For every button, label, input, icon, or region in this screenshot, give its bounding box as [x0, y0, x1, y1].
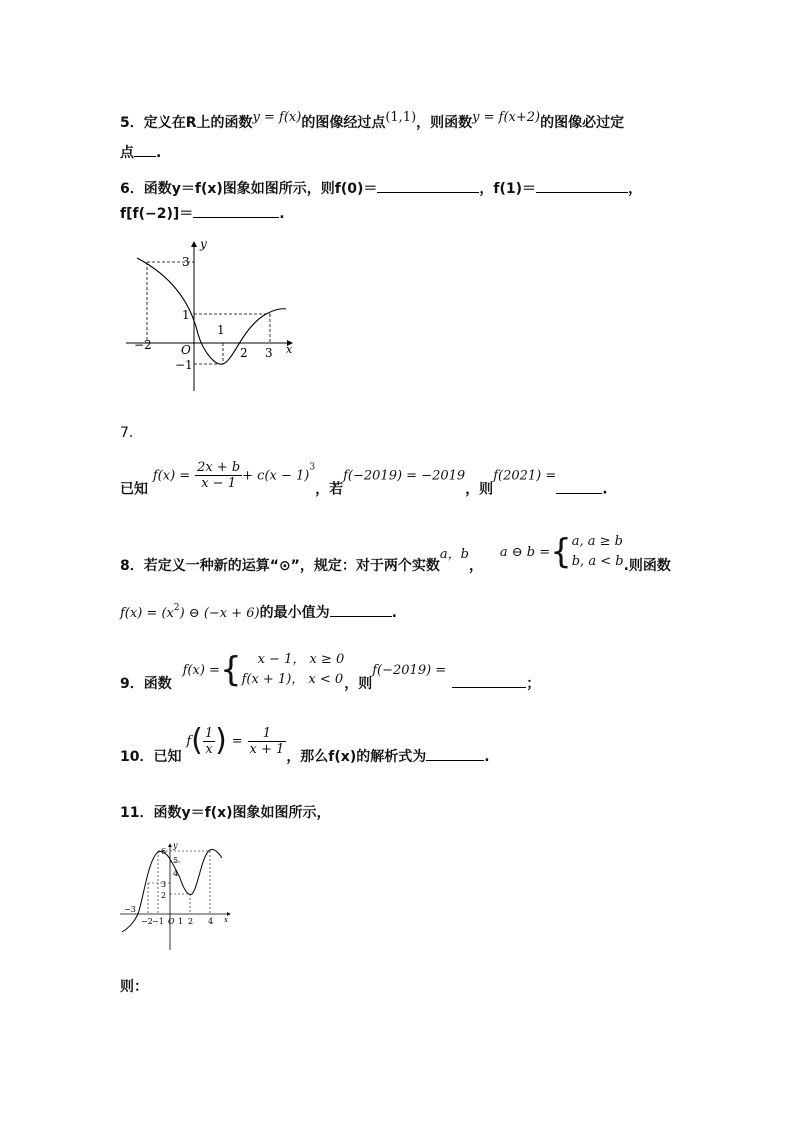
q7-frac-den: x − 1 — [201, 476, 236, 491]
question-7-number — [120, 422, 143, 442]
q7-number: 7． — [120, 425, 143, 441]
q11-label-2: 2 — [161, 891, 167, 900]
q5-text-1: 5．定义在R上的函数 — [120, 115, 253, 131]
q6-graph — [120, 236, 305, 396]
q7-fraction — [195, 460, 242, 491]
q7-text-1: 已知 — [120, 481, 148, 498]
q8-func2: ) ⊖ (−x + 6) — [179, 606, 260, 621]
q6-curve — [137, 258, 286, 364]
q9-cases — [242, 650, 345, 690]
q10-inner-frac — [203, 726, 215, 757]
q11-label-neg1: −1 — [152, 917, 164, 926]
q9-text-2: ，则 — [344, 676, 373, 692]
q7-blank[interactable] — [556, 481, 602, 494]
q8-text-3: .则函数 — [623, 558, 671, 574]
q8-case1: a, a ≥ b — [571, 534, 623, 549]
q10-inner-den: x — [205, 741, 213, 757]
q8-exp: 2 — [173, 603, 180, 613]
q9-blank[interactable] — [452, 675, 526, 688]
q8-text-4: 的最小值为 — [259, 605, 330, 621]
q10-blank[interactable] — [426, 748, 484, 761]
q11-label-x: x — [224, 916, 228, 924]
q11-label-o: O — [168, 917, 175, 926]
q10-eq: = — [231, 734, 243, 749]
q8-func: f(x) = (x — [120, 606, 174, 621]
q10-text-2: ，那么f(x)的解析式为 — [286, 749, 427, 765]
q7-tail: + c(x − 1) — [242, 468, 310, 484]
q5-math-2: (1,1) — [385, 110, 417, 125]
q6-label-neg2: −2 — [134, 338, 152, 352]
q6-text-1: 6．函数y＝f(x)图象如图所示，则f(0)＝ — [120, 181, 378, 197]
q10-rparen: ) — [215, 723, 227, 758]
question-8-line2 — [120, 602, 397, 622]
q6-blank-ff[interactable] — [193, 205, 279, 218]
q11-text-2: 则： — [120, 979, 148, 995]
q6-blank-f0[interactable] — [377, 180, 479, 193]
q6-blank-f1[interactable] — [536, 180, 628, 193]
q10-text-3: . — [484, 749, 490, 765]
q6-label-3: 3 — [182, 255, 190, 269]
q8-cases — [572, 532, 624, 572]
q6-text-4: f[f(−2)]＝ — [120, 206, 194, 222]
q11-label-4x: 4 — [208, 917, 214, 926]
q5-math-1: y = f(x) — [252, 110, 302, 125]
q10-rhs-frac — [248, 726, 287, 757]
question-5-line2 — [120, 142, 161, 162]
q8-text-1: 8．若定义一种新的运算“⊙”，规定：对于两个实数 — [120, 558, 440, 574]
q11-label-5: 5 — [173, 856, 179, 865]
q11-label-2x: 2 — [188, 917, 194, 926]
q11-label-neg3: −3 — [124, 905, 136, 914]
question-9 — [120, 650, 540, 693]
q10-lparen: ( — [191, 723, 203, 758]
q11-label-3: 3 — [161, 880, 167, 889]
q9-case2: f(x + 1)， x < 0 — [241, 672, 344, 687]
q10-rhs-den: x + 1 — [249, 741, 285, 757]
q6-label-neg1: −1 — [175, 358, 193, 372]
q9-brace: { — [219, 650, 242, 690]
q6-label-1b: 1 — [217, 323, 225, 337]
q6-text-3: ， — [628, 181, 643, 197]
q7-text-4: . — [602, 481, 608, 498]
q8-text-2: ， — [468, 558, 483, 574]
q6-label-o: O — [181, 343, 191, 357]
q6-label-3b: 3 — [265, 346, 273, 360]
q7-ask: f(2021) = — [493, 468, 557, 484]
q5-text-2: 的图像经过点 — [301, 115, 386, 131]
q8-brace: { — [550, 532, 572, 572]
q11-graph — [118, 840, 238, 955]
question-6-line2 — [120, 203, 285, 223]
q5-text-6: . — [156, 145, 162, 161]
question-6 — [120, 178, 642, 198]
q11-label-y: y — [173, 841, 178, 850]
question-10 — [120, 724, 490, 774]
q9-ask: f(−2019) = — [372, 663, 447, 678]
q6-label-y: y — [200, 237, 207, 251]
q5-text-3: ，则函数 — [416, 115, 473, 131]
q10-rhs-num: 1 — [248, 726, 287, 742]
q9-fx: f(x) = — [182, 663, 220, 678]
q6-text-2: ，f(1)＝ — [479, 181, 537, 197]
q8-case2: b, a < b — [571, 554, 624, 569]
q11-label-neg2: −2 — [141, 917, 153, 926]
q8-op-def: a ⊖ b = — [499, 545, 551, 560]
q7-text-3: ，则 — [465, 481, 494, 498]
q8-blank[interactable] — [330, 604, 392, 617]
q7-text-2: ，若 — [315, 481, 344, 498]
q8-ab: a，b — [439, 547, 469, 562]
q7-fx: f(x) = — [152, 468, 191, 484]
q8-text-5: . — [391, 605, 397, 621]
q9-text-1: 9．函数 — [120, 676, 172, 692]
question-8 — [120, 532, 671, 575]
q7-exp: 3 — [309, 462, 316, 473]
q6-text-5: . — [279, 206, 285, 222]
question-11 — [120, 802, 331, 822]
q10-inner-num: 1 — [204, 725, 214, 741]
q5-math-3: y = f(x+2) — [472, 110, 541, 125]
q6-label-1: 1 — [182, 308, 190, 322]
q11-label-1: 1 — [178, 917, 184, 926]
q5-text-4: 的图像必过定 — [540, 115, 625, 131]
q11-label-4: 4 — [173, 869, 179, 878]
q7-cond: f(−2019) = −2019 — [343, 468, 466, 484]
q10-f: f — [186, 734, 192, 749]
q11-text-1: 11．函数y＝f(x)图象如图所示， — [120, 805, 331, 821]
q6-label-x: x — [286, 343, 293, 356]
question-11-then — [120, 976, 148, 996]
q9-text-3: ； — [526, 676, 541, 692]
q7-frac-num: 2x + b — [197, 460, 241, 475]
q5-answer-blank[interactable] — [134, 144, 156, 157]
q10-text-1: 10．已知 — [120, 749, 182, 765]
question-7 — [120, 460, 608, 506]
question-5 — [120, 110, 624, 132]
q11-label-6: 6 — [161, 847, 167, 856]
q9-case1: x − 1， x ≥ 0 — [257, 652, 345, 667]
q5-text-5: 点 — [120, 145, 134, 161]
q6-label-2: 2 — [240, 346, 248, 360]
